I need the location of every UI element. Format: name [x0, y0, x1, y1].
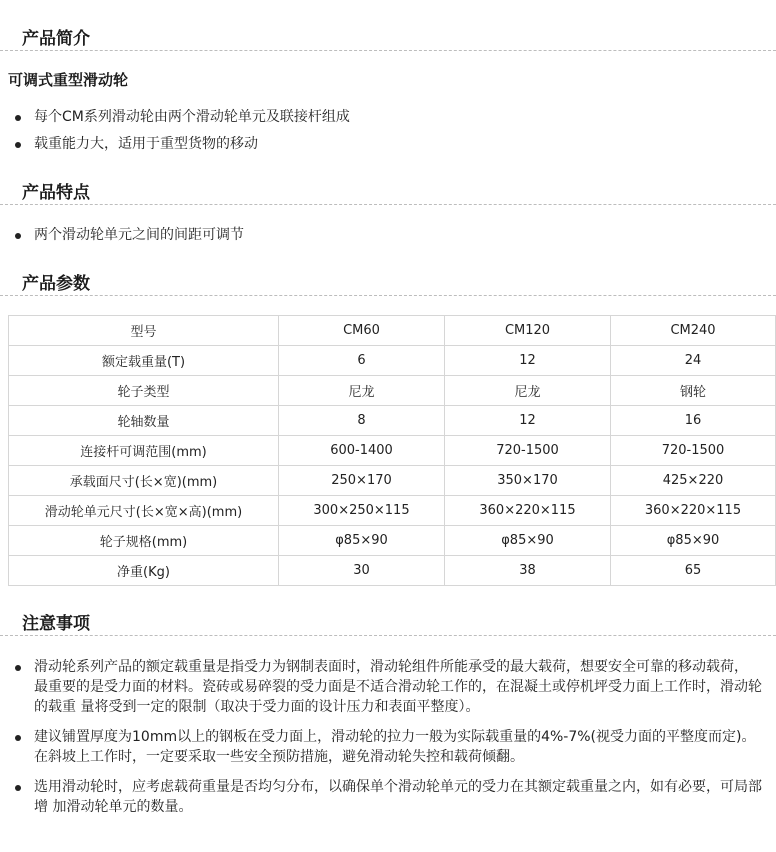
table-cell: 720-1500 [445, 436, 611, 466]
table-cell-label: 连接杆可调范围(mm) [9, 436, 279, 466]
features-section-header [0, 182, 776, 205]
intro-bullet-text: 每个CM系列滑动轮由两个滑动轮单元及联接杆组成 [34, 109, 350, 125]
table-row [9, 436, 776, 466]
table-cell: 8 [279, 406, 445, 436]
table-cell: 250×170 [279, 466, 445, 496]
table-cell-label: 额定载重量(T) [9, 346, 279, 376]
notes-bullet-item [0, 727, 776, 767]
table-cell: 6 [279, 346, 445, 376]
table-cell: 38 [445, 556, 611, 586]
table-cell: 360×220×115 [611, 496, 776, 526]
table-cell: 尼龙 [445, 376, 611, 406]
table-cell: CM60 [279, 316, 445, 346]
table-cell: 24 [611, 346, 776, 376]
features-bullet-text: 两个滑动轮单元之间的间距可调节 [34, 227, 244, 243]
intro-bullet-text: 载重能力大，适用于重型货物的移动 [34, 136, 258, 152]
table-cell-label: 轮子类型 [9, 376, 279, 406]
table-cell: 30 [279, 556, 445, 586]
notes-text: 在斜坡上工作时，一定要采取一些安全预防措施，避免滑动轮失控和载荷倾翻。 [34, 749, 524, 765]
table-cell: 65 [611, 556, 776, 586]
notes-bullet-item [0, 657, 776, 717]
table-row [9, 316, 776, 346]
notes-bullet-list [0, 657, 776, 827]
bullet-dot-icon [15, 115, 21, 121]
intro-bullet-item [0, 104, 776, 131]
table-cell: 钢轮 [611, 376, 776, 406]
table-cell: φ85×90 [279, 526, 445, 556]
table-cell-label: 净重(Kg) [9, 556, 279, 586]
table-cell: CM120 [445, 316, 611, 346]
table-cell: 600-1400 [279, 436, 445, 466]
notes-text: 滑动轮系列产品的额定载重量是指受力为钢制表面时，滑动轮组件所能承受的最大载荷，想要安全可靠的移动载荷， 最重要的是受力面的材料。瓷砖或易碎裂的受力面是不适合滑动轮工作的，在混凝土或停机坪受力面上工作时，滑动轮的载重 量将受到一定的限制（取决于受力面的设计压力和表面平整度）。 [34, 659, 762, 715]
table-row [9, 346, 776, 376]
table-cell: 360×220×115 [445, 496, 611, 526]
table-cell: 16 [611, 406, 776, 436]
table-cell: 350×170 [445, 466, 611, 496]
table-cell: 425×220 [611, 466, 776, 496]
table-row [9, 496, 776, 526]
features-bullet-item [0, 222, 776, 249]
intro-heading: 产品简介 [22, 29, 90, 49]
features-bullet-list [0, 222, 776, 249]
intro-section-header [0, 28, 776, 51]
bullet-dot-icon [15, 735, 21, 741]
table-row [9, 376, 776, 406]
table-cell: CM240 [611, 316, 776, 346]
table-cell: 300×250×115 [279, 496, 445, 526]
params-section-header [0, 273, 776, 296]
table-cell-label: 承载面尺寸(长×宽)(mm) [9, 466, 279, 496]
params-table [8, 315, 776, 586]
table-cell: 尼龙 [279, 376, 445, 406]
notes-section-header [0, 613, 776, 636]
table-cell: 720-1500 [611, 436, 776, 466]
table-cell: φ85×90 [445, 526, 611, 556]
params-heading: 产品参数 [22, 274, 90, 294]
bullet-dot-icon [15, 233, 21, 239]
table-row [9, 556, 776, 586]
product-subtitle: 可调式重型滑动轮 [8, 71, 129, 89]
features-heading: 产品特点 [22, 183, 90, 203]
bullet-dot-icon [15, 785, 21, 791]
table-cell-label: 滑动轮单元尺寸(长×宽×高)(mm) [9, 496, 279, 526]
bullet-dot-icon [15, 665, 21, 671]
table-cell-label: 型号 [9, 316, 279, 346]
table-cell-label: 轮轴数量 [9, 406, 279, 436]
table-row [9, 406, 776, 436]
bullet-dot-icon [15, 142, 21, 148]
intro-bullet-item [0, 131, 776, 158]
notes-heading: 注意事项 [22, 614, 90, 634]
notes-text: 选用滑动轮时，应考虑载荷重量是否均匀分布，以确保单个滑动轮单元的受力在其额定载重量之内，如有必要，可局部增 加滑动轮单元的数量。 [34, 779, 762, 815]
table-cell-label: 轮子规格(mm) [9, 526, 279, 556]
table-cell: 12 [445, 346, 611, 376]
notes-bullet-item [0, 777, 776, 817]
table-row [9, 466, 776, 496]
table-cell: 12 [445, 406, 611, 436]
table-cell: φ85×90 [611, 526, 776, 556]
table-row [9, 526, 776, 556]
intro-bullet-list [0, 104, 776, 158]
notes-text: 建议铺置厚度为10mm以上的钢板在受力面上，滑动轮的拉力一般为实际载重量的4%-7%(视受力面的平整度而定)。 [34, 729, 756, 745]
